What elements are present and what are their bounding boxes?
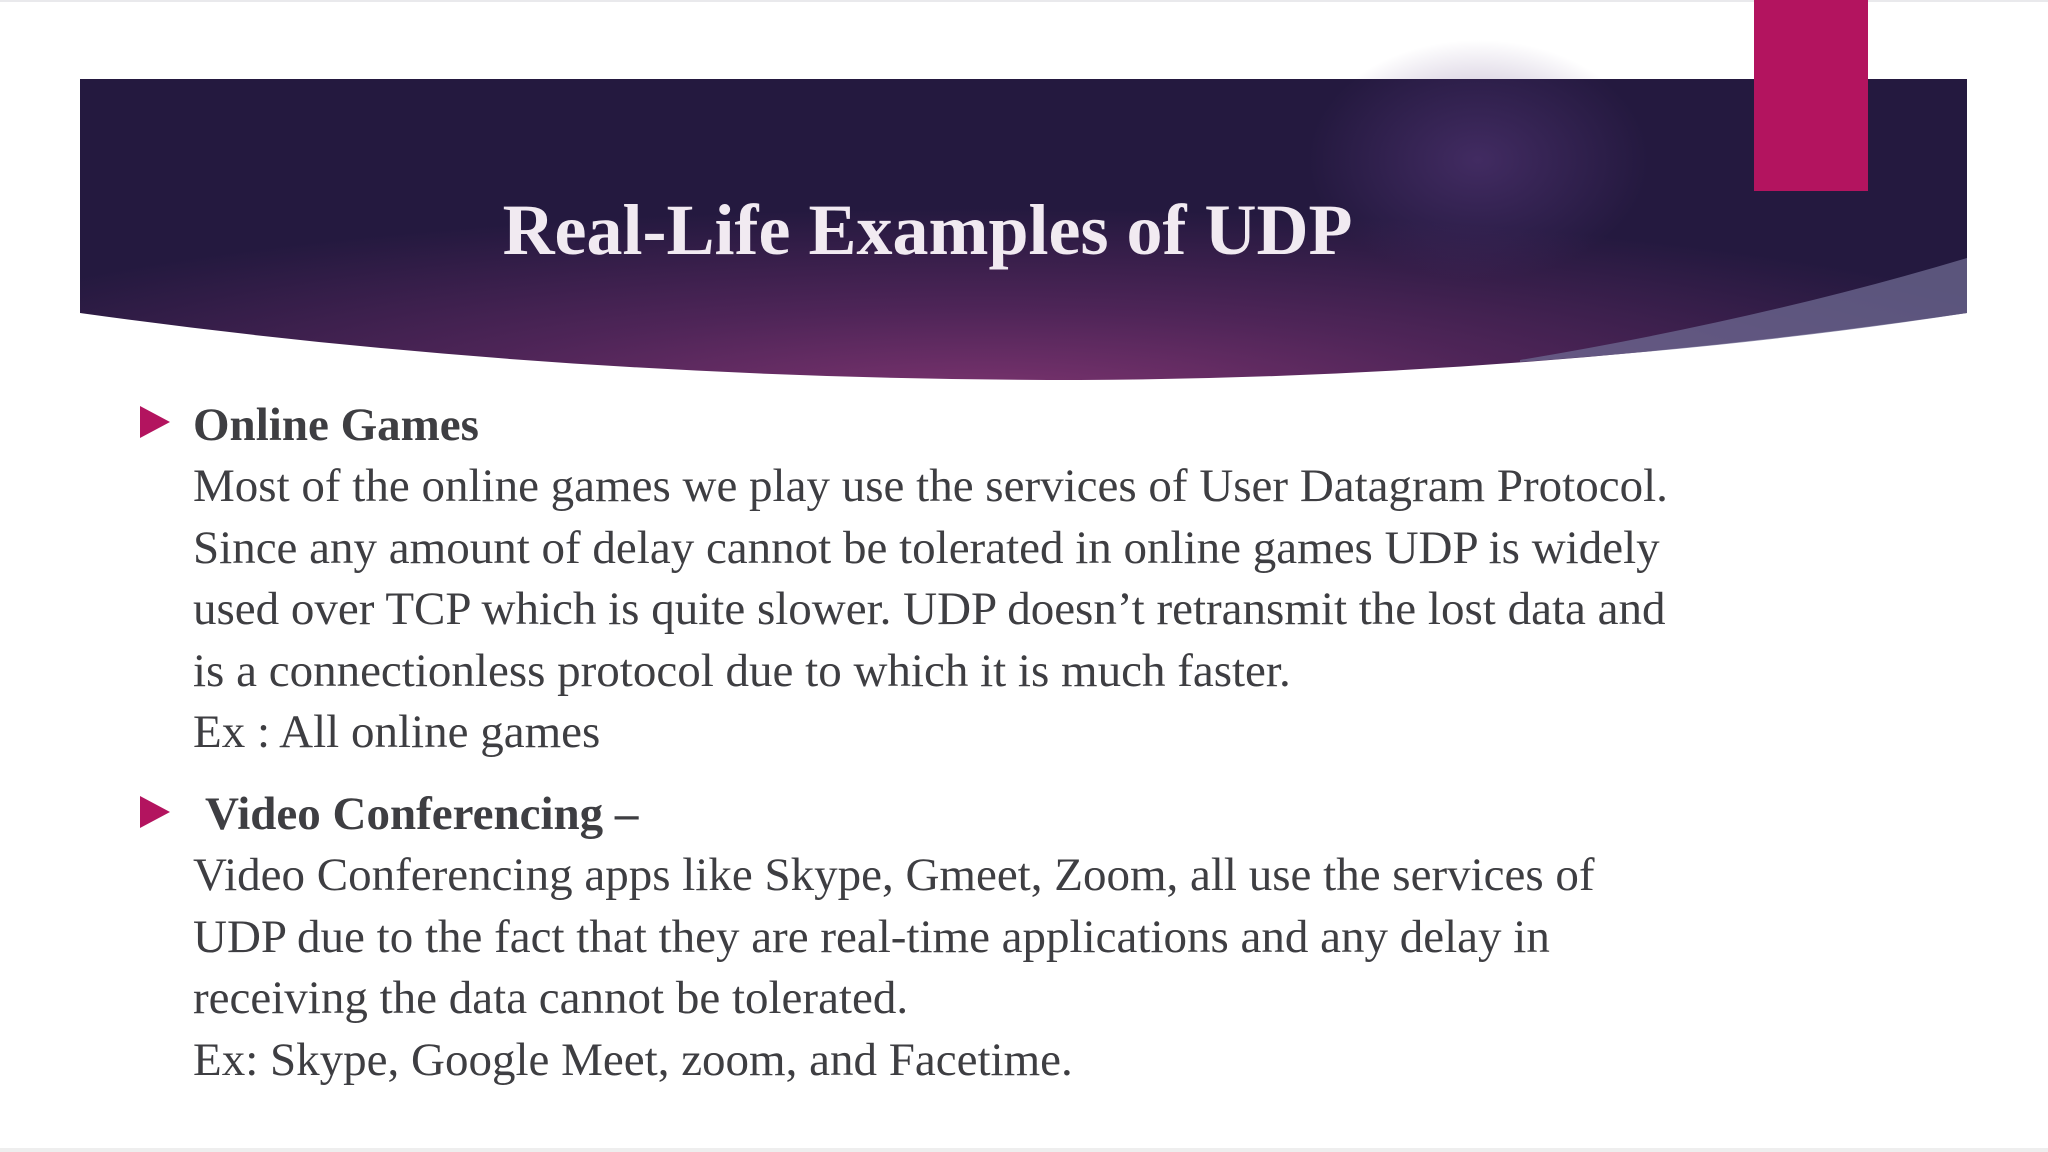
bullet-line: Since any amount of delay cannot be tolerated in online games UDP is widely <box>193 521 1660 574</box>
bullet-arrow-icon <box>140 796 170 828</box>
bullet-heading: Online Games <box>193 399 479 451</box>
bullet-line: Video Conferencing apps like Skype, Gmeet, Zoom, all use the services of <box>193 849 1595 902</box>
slide-title: Real-Life Examples of UDP <box>502 190 1353 270</box>
bullet-line: is a connectionless protocol due to which it is much faster. <box>193 644 1291 697</box>
bullet-arrow-icon <box>140 406 170 438</box>
bullet-line: UDP due to the fact that they are real-time applications and any delay in <box>193 910 1550 963</box>
bottom-border <box>0 1148 2048 1152</box>
bullet-heading: Video Conferencing – <box>205 788 639 840</box>
bullet-line: used over TCP which is quite slower. UDP doesn’t retransmit the lost data and <box>193 583 1666 636</box>
bullet-line: Most of the online games we play use the services of User Datagram Protocol. <box>193 460 1668 513</box>
bullet-example: Ex: Skype, Google Meet, zoom, and Facetime. <box>193 1033 1073 1086</box>
bullet-line: receiving the data cannot be tolerated. <box>193 972 909 1025</box>
bullet-example: Ex : All online games <box>193 706 601 759</box>
bullet-online-games <box>193 395 1833 763</box>
bullet-video-conferencing <box>193 784 1833 1091</box>
